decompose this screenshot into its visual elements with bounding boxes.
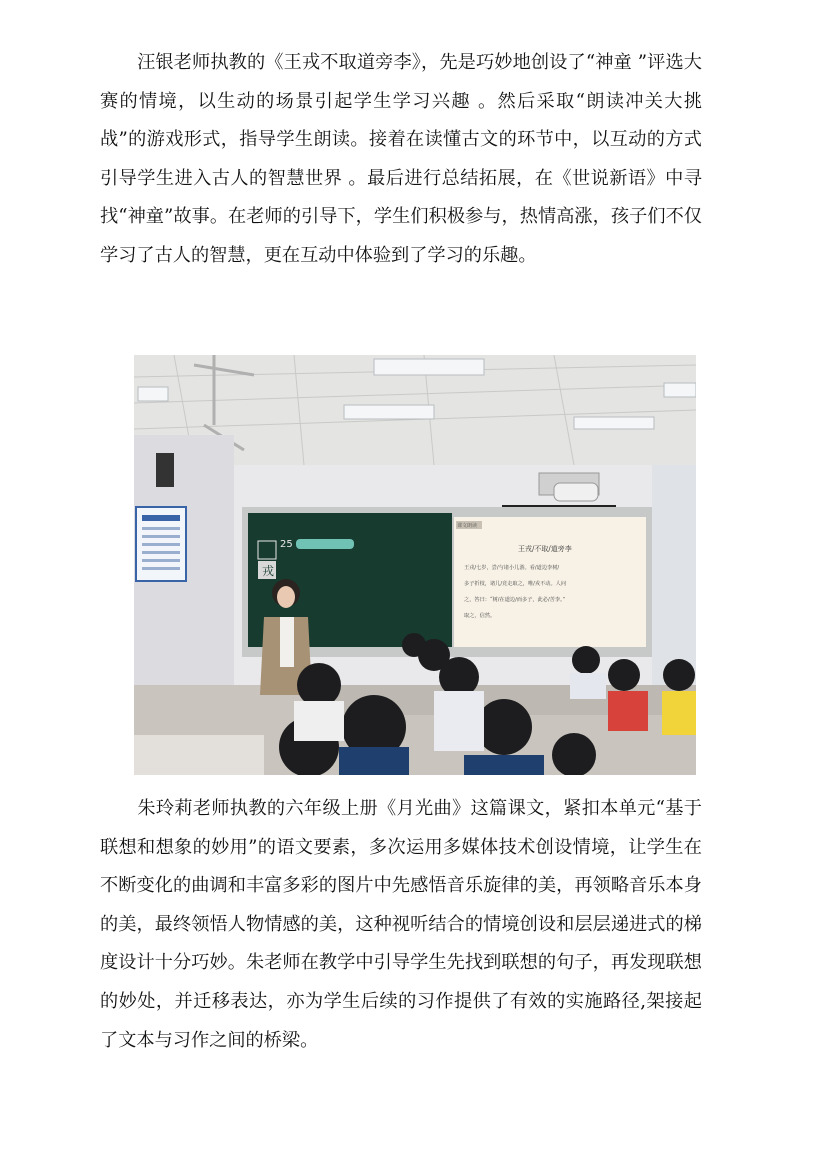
blackboard-char: 戎 [262,564,275,578]
slide-header: 课文朗读 [457,523,478,529]
slide-title: 王戎/不取/道旁李 [518,545,572,553]
slide-line: 取之，信然。 [464,613,496,619]
paragraph-moonlight-sonata-lesson [100,790,702,1060]
slide-line: 多子折枝，诸儿/竞走取之，唯/戎不动。人问 [464,581,567,587]
slide-line: 王戎/七岁，尝/与诸小儿游。看/道边李树/ [464,565,560,571]
paragraph-text: 汪银老师执教的《王戎不取道旁李》，先是巧妙地创设了“神童 ”评选大赛的情境，以生动的场景引起学生学习兴趣 。然后采取“朗读冲关大挑战”的游戏形式，指导学生朗读。接着在读懂古文的环节中，以互动的方式引导学生进入古人的智慧世界 。最后进行总结拓展，在《世说新语》中寻找“神童”故事。在老师的引导下，学生们积极参与，热情高涨，孩子们不仅学习了古人的智慧，更在互动中体验到了学习的乐趣。 [100,52,702,266]
paragraph-text: 朱玲莉老师执教的六年级上册《月光曲》这篇课文，紧扣本单元“基于联想和想象的妙用”的语文要素，多次运用多媒体技术创设情境，让学生在不断变化的曲调和丰富多彩的图片中先感悟音乐旋律的美，再领略音乐本身的美，最终领悟人物情感的美，这种视听结合的情境创设和层层递进式的梯度设计十分巧妙。朱老师在教学中引导学生先找到联想的句子，再发现联想的妙处，并迁移表达，亦为学生后续的习作提供了有效的实施路径,架接起了文本与习作之间的桥梁。 [100,798,702,1051]
paragraph-wang-rong-lesson [100,44,702,276]
blackboard-lesson-number: 25 [280,539,293,550]
classroom-photo [134,355,696,775]
slide-line: 之，答曰：“树/在道边/而多子，此必/苦李。” [464,597,566,603]
